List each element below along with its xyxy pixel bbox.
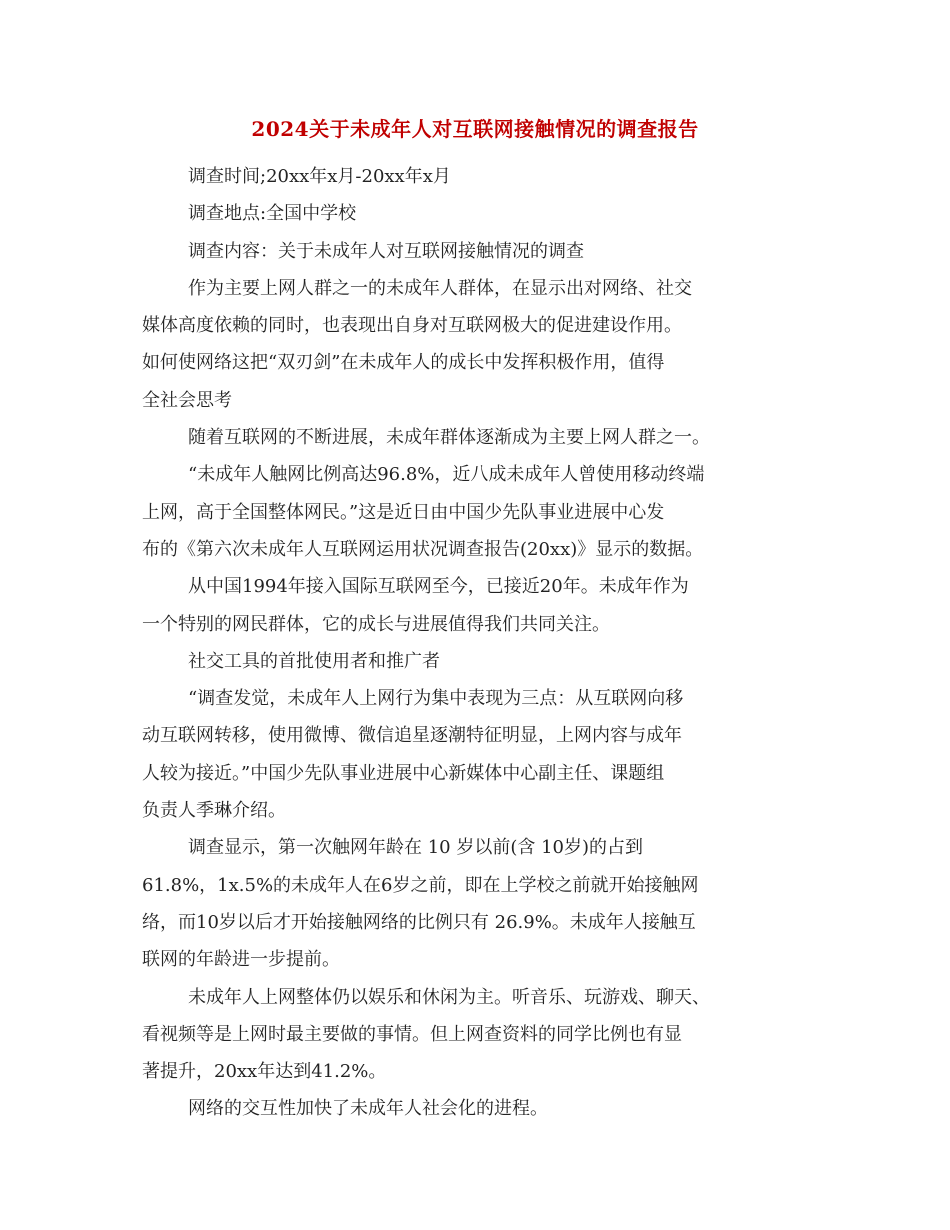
text-line: 61.8%，1x.5%的未成年人在6岁之前，即在上学校之前就开始接触网 <box>142 874 699 896</box>
text-line: 从中国1994年接入国际互联网至今，已接近20年。未成年作为 <box>188 576 689 598</box>
text-line: 布的《第六次未成年人互联网运用状况调查报告(20xx)》显示的数据。 <box>142 538 704 560</box>
text-line: 如何使网络这把“双刃剑”在未成年人的成长中发挥积极作用，值得 <box>142 352 665 374</box>
text-line: 调查地点:全国中学校 <box>188 203 357 225</box>
text-line: 看视频等是上网时最主要做的事情。但上网查资料的同学比例也有显 <box>142 1023 682 1045</box>
document-body <box>142 158 812 1128</box>
text-line: 络，而10岁以后才开始接触网络的比例只有 26.9%。未成年人接触互 <box>142 911 696 933</box>
text-line: 全社会思考 <box>142 389 232 411</box>
text-line: 调查内容：关于未成年人对互联网接触情况的调查 <box>188 240 584 262</box>
text-line: 媒体高度依赖的同时，也表现出自身对互联网极大的促进建设作用。 <box>142 315 682 337</box>
text-line: 随着互联网的不断进展，未成年群体逐渐成为主要上网人群之一。 <box>188 427 710 449</box>
text-line: “调查发觉，未成年人上网行为集中表现为三点：从互联网向移 <box>188 688 684 710</box>
text-line: 上网，高于全国整体网民。”这是近日由中国少先队事业进展中心发 <box>142 501 665 523</box>
text-line: 联网的年龄进一步提前。 <box>142 949 340 971</box>
text-line: 未成年人上网整体仍以娱乐和休闲为主。听音乐、玩游戏、聊天、 <box>188 986 710 1008</box>
text-line: 负责人季琳介绍。 <box>142 800 286 822</box>
text-line: 网络的交互性加快了未成年人社会化的进程。 <box>188 1098 548 1120</box>
text-line: 著提升，20xx年达到41.2%。 <box>142 1061 387 1083</box>
text-line: 一个特别的网民群体，它的成长与进展值得我们共同关注。 <box>142 613 610 635</box>
text-line: 调查时间;20xx年x月-20xx年x月 <box>188 166 451 187</box>
text-line: “未成年人触网比例高达96.8%，近八成未成年人曾使用移动终端 <box>188 464 705 486</box>
text-line: 调查显示，第一次触网年龄在 10 岁以前(含 10岁)的占到 <box>188 837 644 859</box>
document-title: 2024关于未成年人对互联网接触情况的调查报告 <box>251 117 699 141</box>
text-line: 作为主要上网人群之一的未成年人群体，在显示出对网络、社交 <box>188 277 692 299</box>
text-line: 社交工具的首批使用者和推广者 <box>188 650 440 672</box>
text-line: 动互联网转移，使用微博、微信追星逐潮特征明显，上网内容与成年 <box>142 725 682 747</box>
text-line: 人较为接近。”中国少先队事业进展中心新媒体中心副主任、课题组 <box>142 762 665 784</box>
